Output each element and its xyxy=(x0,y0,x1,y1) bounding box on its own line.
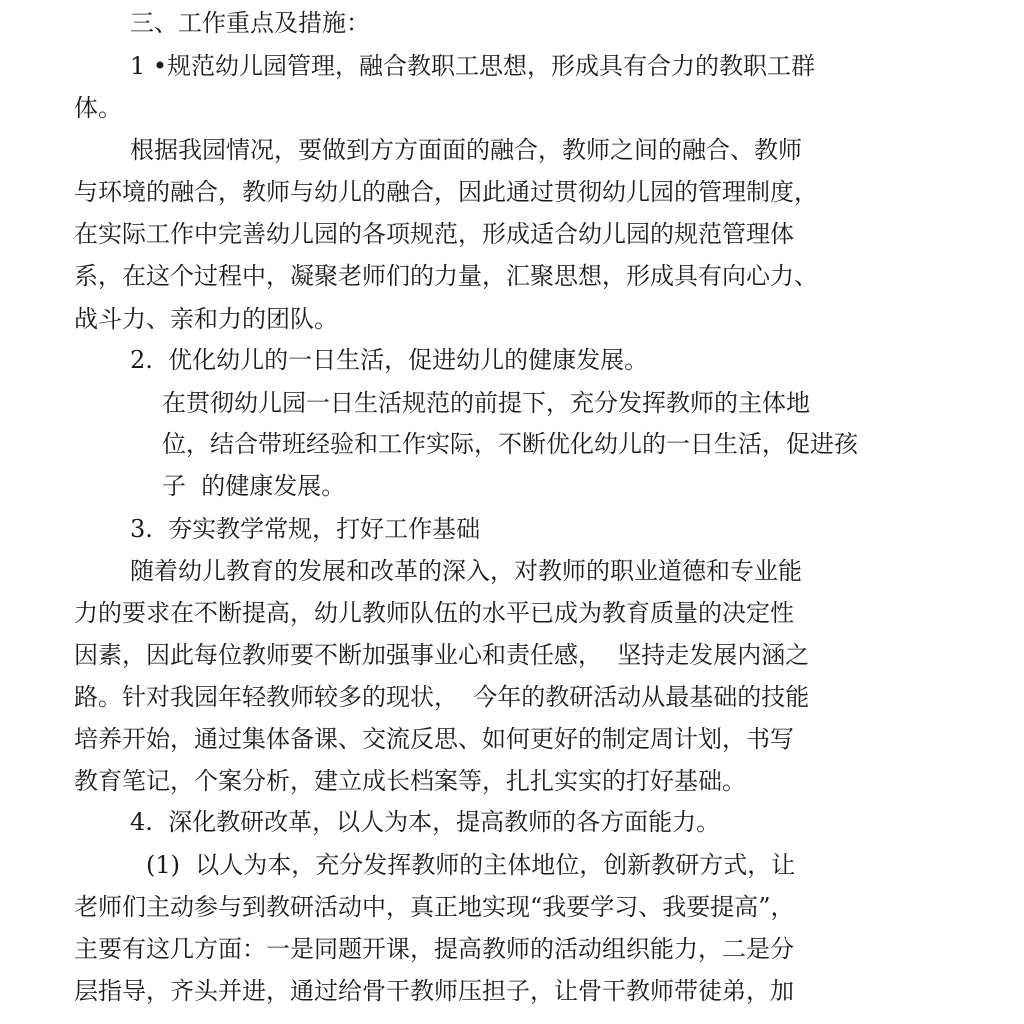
item-4-heading: 4. 深化教研改革，以人为本，提高教师的各方面能力。 xyxy=(130,808,721,836)
paragraph-line: 因素，因此每位教师要不断加强事业心和责任感， 坚持走发展内涵之 xyxy=(74,641,810,669)
paragraph-line: 子 的健康发展。 xyxy=(162,472,346,500)
item-1-heading-cont: 体。 xyxy=(74,94,122,122)
paragraph-line: 随着幼儿教育的发展和改革的深入，对教师的职业道德和专业能 xyxy=(130,557,802,585)
paragraph-line: 与环境的融合，教师与幼儿的融合，因此通过贯彻幼儿园的管理制度， xyxy=(74,178,818,206)
paragraph-line: 战斗力、亲和力的团队。 xyxy=(74,305,338,333)
item-3-heading: 3. 夯实教学常规，打好工作基础 xyxy=(130,515,481,543)
paragraph-line: 在实际工作中完善幼儿园的各项规范，形成适合幼儿园的规范管理体 xyxy=(74,220,794,248)
paragraph-line: 培养开始，通过集体备课、交流反思、如何更好的制定周计划，书写 xyxy=(74,725,794,753)
section-heading: 三、工作重点及措施： xyxy=(130,9,370,37)
paragraph-line: 位，结合带班经验和工作实际，不断优化幼儿的一日生活，促进孩 xyxy=(162,430,858,458)
paragraph-line: 根据我园情况，要做到方方面面的融合，教师之间的融合、教师 xyxy=(130,136,802,164)
paragraph-line: 老师们主动参与到教研活动中，真正地实现“我要学习、我要提高”， xyxy=(74,893,795,921)
paragraph-line: 在贯彻幼儿园一日生活规范的前提下，充分发挥教师的主体地 xyxy=(162,389,810,417)
paragraph-line: 系，在这个过程中，凝聚老师们的力量，汇聚思想，形成具有向心力、 xyxy=(74,262,818,290)
subitem-1-line: (1) 以人为本，充分发挥教师的主体地位，创新教研方式，让 xyxy=(146,851,796,879)
item-2-heading: 2. 优化幼儿的一日生活，促进幼儿的健康发展。 xyxy=(130,346,649,374)
paragraph-line: 路。针对我园年轻教师较多的现状， 今年的教研活动从最基础的技能 xyxy=(74,683,810,711)
paragraph-line: 主要有这几方面：一是同题开课，提高教师的活动组织能力，二是分 xyxy=(74,935,794,963)
paragraph-line: 层指导，齐头并进，通过给骨干教师压担子，让骨干教师带徒弟，加 xyxy=(74,977,794,1005)
item-1-heading: 1 •规范幼儿园管理，融合教职工思想，形成具有合力的教职工群 xyxy=(130,52,816,80)
paragraph-line: 力的要求在不断提高，幼儿教师队伍的水平已成为教育质量的决定性 xyxy=(74,599,794,627)
paragraph-line: 教育笔记，个案分析，建立成长档案等，扎扎实实的打好基础。 xyxy=(74,767,746,795)
